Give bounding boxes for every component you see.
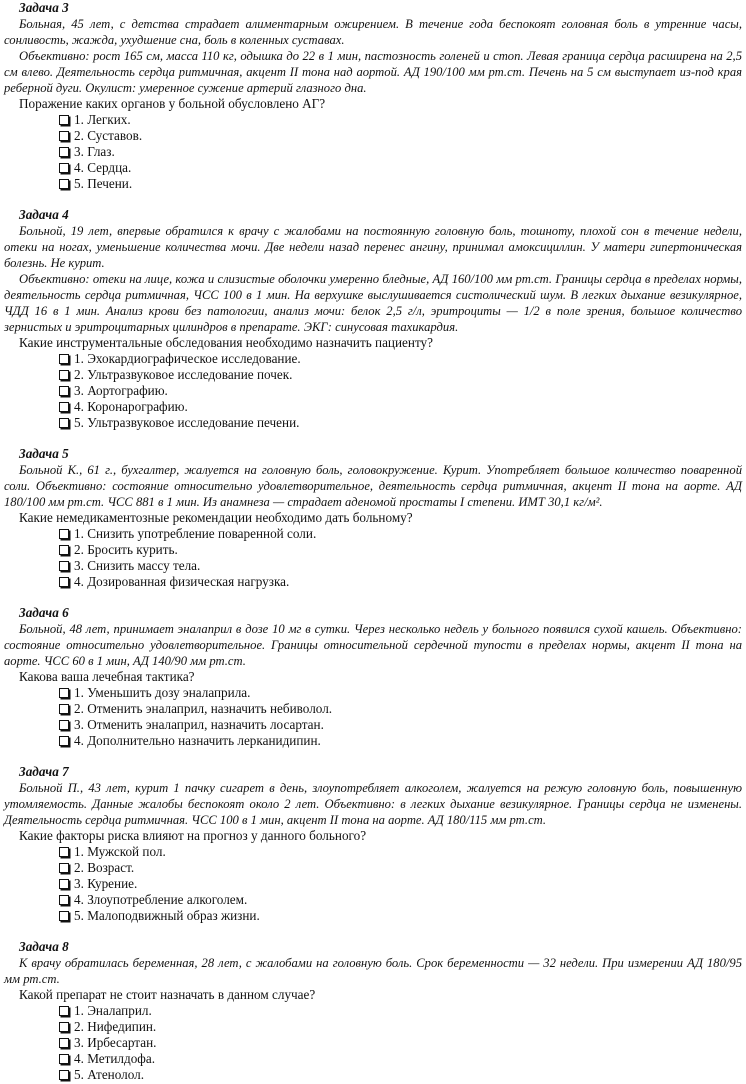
answer-option bbox=[59, 558, 742, 574]
task-title: Задача 3 bbox=[19, 0, 69, 15]
case-description: Больной П., 43 лет, курит 1 пачку сигарет в день, злоупотребляет алкоголем, жалуется на режую головную боль, повышенную утомляемость. Данные жалобы беспокоят около 2 лет. Объективно: в легких дыхание везикулярное. Границы сердца не изменены. Деятельность сердца ритмичная. ЧСС 100 в 1 мин, акцент II тона на аорте. АД 180/115 мм рт.ст. bbox=[4, 781, 742, 827]
checkbox-icon[interactable] bbox=[59, 720, 69, 730]
answer-option-label: 1. Легких. bbox=[74, 112, 131, 127]
answer-option bbox=[59, 526, 742, 542]
answer-option bbox=[59, 128, 742, 144]
answer-option bbox=[59, 733, 742, 749]
answer-option bbox=[59, 860, 742, 876]
task-block bbox=[4, 764, 742, 924]
answer-option-label: 2. Возраст. bbox=[74, 860, 135, 875]
answer-options bbox=[4, 685, 742, 749]
answer-option-label: 5. Печени. bbox=[74, 176, 133, 191]
answer-options bbox=[4, 1003, 742, 1083]
answer-option-label: 3. Отменить эналаприл, назначить лосартан. bbox=[74, 717, 324, 732]
case-description: Больной, 48 лет, принимает эналаприл в дозе 10 мг в сутки. Через несколько недель у больного появился сухой кашель. Объективно: состояние относительно удовлетворительное. Границы относительной сердечной тупости в пределах нормы, акцент II тона на аорте. ЧСС 60 в 1 мин, АД 140/90 мм рт.ст. bbox=[4, 622, 742, 668]
answer-option bbox=[59, 112, 742, 128]
answer-option-label: 4. Коронарографию. bbox=[74, 399, 188, 414]
checkbox-icon[interactable] bbox=[59, 879, 69, 889]
answer-option-label: 3. Глаз. bbox=[74, 144, 115, 159]
answer-option-label: 2. Бросить курить. bbox=[74, 542, 178, 557]
case-description: Больная, 45 лет, с детства страдает алиментарным ожирением. В течение года беспокоят головная боль в утренние часы, сонливость, жажда, ухудшение сна, боль в коленных суставах. bbox=[4, 17, 742, 47]
case-description: Больной К., 61 г., бухгалтер, жалуется на головную боль, головокружение. Курит. Употребляет большое количество поваренной соли. Объективно: состояние относительно удовлетворительное, деятельность сердца ритмичная, акцент II тона на аорте. АД 180/100 мм рт.ст. ЧСС 881 в 1 мин. Из анамнеза — страдает аденомой простаты I степени. ИМТ 30,1 кг/м². bbox=[4, 463, 742, 509]
answer-option bbox=[59, 876, 742, 892]
task-block bbox=[4, 939, 742, 1083]
answer-option-label: 1. Снизить употребление поваренной соли. bbox=[74, 526, 317, 541]
checkbox-icon[interactable] bbox=[59, 895, 69, 905]
answer-option bbox=[59, 908, 742, 924]
checkbox-icon[interactable] bbox=[59, 370, 69, 380]
checkbox-icon[interactable] bbox=[59, 147, 69, 157]
checkbox-icon[interactable] bbox=[59, 736, 69, 746]
answer-option bbox=[59, 1019, 742, 1035]
answer-option-label: 1. Эхокардиографическое исследование. bbox=[74, 351, 301, 366]
case-description: К врачу обратилась беременная, 28 лет, с жалобами на головную боль. Срок беременности — 32 недели. При измерении АД 180/95 мм рт.ст. bbox=[4, 956, 742, 986]
case-description: Больной, 19 лет, впервые обратился к врачу с жалобами на постоянную головную боль, тошноту, плохой сон в течение недели, отеки на ногах, уменьшение количества мочи. Две недели назад перенес ангину, принимал амоксициллин. У матери гипертоническая болезнь. Не курит. bbox=[4, 224, 742, 270]
checkbox-icon[interactable] bbox=[59, 688, 69, 698]
task-question: Какие факторы риска влияют на прогноз у данного больного? bbox=[19, 828, 367, 843]
answer-option bbox=[59, 542, 742, 558]
answer-option-label: 3. Курение. bbox=[74, 876, 138, 891]
checkbox-icon[interactable] bbox=[59, 179, 69, 189]
answer-options bbox=[4, 526, 742, 590]
answer-option bbox=[59, 399, 742, 415]
answer-option bbox=[59, 367, 742, 383]
checkbox-icon[interactable] bbox=[59, 545, 69, 555]
checkbox-icon[interactable] bbox=[59, 115, 69, 125]
answer-option-label: 3. Снизить массу тела. bbox=[74, 558, 201, 573]
task-title: Задача 7 bbox=[19, 764, 69, 779]
answer-option bbox=[59, 144, 742, 160]
task-title: Задача 4 bbox=[19, 207, 69, 222]
answer-option bbox=[59, 717, 742, 733]
checkbox-icon[interactable] bbox=[59, 561, 69, 571]
answer-option bbox=[59, 685, 742, 701]
answer-option bbox=[59, 1003, 742, 1019]
answer-option-label: 4. Дополнительно назначить лерканидипин. bbox=[74, 733, 321, 748]
task-block bbox=[4, 446, 742, 590]
task-title: Задача 6 bbox=[19, 605, 69, 620]
task-question: Поражение каких органов у больной обусловлено АГ? bbox=[19, 96, 326, 111]
answer-option bbox=[59, 1035, 742, 1051]
answer-option-label: 4. Сердца. bbox=[74, 160, 132, 175]
checkbox-icon[interactable] bbox=[59, 847, 69, 857]
answer-option bbox=[59, 383, 742, 399]
answer-option-label: 1. Мужской пол. bbox=[74, 844, 166, 859]
checkbox-icon[interactable] bbox=[59, 354, 69, 364]
answer-option bbox=[59, 1067, 742, 1083]
answer-option-label: 2. Нифедипин. bbox=[74, 1019, 157, 1034]
answer-option-label: 3. Ирбесартан. bbox=[74, 1035, 157, 1050]
checkbox-icon[interactable] bbox=[59, 704, 69, 714]
checkbox-icon[interactable] bbox=[59, 529, 69, 539]
checkbox-icon[interactable] bbox=[59, 131, 69, 141]
checkbox-icon[interactable] bbox=[59, 418, 69, 428]
task-question: Какие немедикаментозные рекомендации необходимо дать больному? bbox=[19, 510, 413, 525]
case-description: Объективно: отеки на лице, кожа и слизистые оболочки умеренно бледные, АД 160/100 мм рт.ст. Границы сердца в пределах нормы, деятельность сердца ритмичная, ЧСС 100 в 1 мин. На верхушке выслушивается систолический шум. В легких дыхание везикулярное, ЧДД 16 в 1 мин. Анализ крови без патологии, анализ мочи: белок 2,5 г/л, эритроциты — 1/2 в поле зрения, большое количество зернистых и эритроцитарных цилиндров в препарате. ЭКГ: синусовая тахикардия. bbox=[4, 272, 742, 334]
answer-option bbox=[59, 415, 742, 431]
checkbox-icon[interactable] bbox=[59, 1038, 69, 1048]
answer-option bbox=[59, 160, 742, 176]
task-block bbox=[4, 0, 742, 192]
answer-option-label: 3. Аортографию. bbox=[74, 383, 168, 398]
task-title: Задача 5 bbox=[19, 446, 69, 461]
checkbox-icon[interactable] bbox=[59, 163, 69, 173]
answer-option-label: 5. Малоподвижный образ жизни. bbox=[74, 908, 260, 923]
case-description: Объективно: рост 165 см, масса 110 кг, одышка до 22 в 1 мин, пастозность голеней и стоп. Левая граница сердца расширена на 2,5 см влево. Деятельность сердца ритмичная, акцент II тона над аортой. АД 190/100 мм рт.ст. Печень на 5 см выступает из-под края реберной дуги. Окулист: умеренное сужение артерий глазного дна. bbox=[4, 49, 742, 95]
answer-option-label: 2. Отменить эналаприл, назначить небиволол. bbox=[74, 701, 333, 716]
answer-option-label: 2. Суставов. bbox=[74, 128, 143, 143]
answer-option-label: 4. Злоупотребление алкоголем. bbox=[74, 892, 248, 907]
answer-option-label: 2. Ультразвуковое исследование почек. bbox=[74, 367, 293, 382]
answer-option-label: 4. Метилдофа. bbox=[74, 1051, 155, 1066]
answer-option bbox=[59, 574, 742, 590]
task-question: Какой препарат не стоит назначать в данном случае? bbox=[19, 987, 316, 1002]
checkbox-icon[interactable] bbox=[59, 911, 69, 921]
answer-options bbox=[4, 112, 742, 192]
task-question: Какова ваша лечебная тактика? bbox=[19, 669, 195, 684]
answer-option bbox=[59, 176, 742, 192]
answer-option bbox=[59, 701, 742, 717]
task-title: Задача 8 bbox=[19, 939, 69, 954]
answer-option bbox=[59, 844, 742, 860]
answer-option bbox=[59, 1051, 742, 1067]
answer-option-label: 5. Ультразвуковое исследование печени. bbox=[74, 415, 300, 430]
answer-option-label: 5. Атенолол. bbox=[74, 1067, 145, 1082]
checkbox-icon[interactable] bbox=[59, 402, 69, 412]
answer-option-label: 4. Дозированная физическая нагрузка. bbox=[74, 574, 290, 589]
answer-option-label: 1. Уменьшить дозу эналаприла. bbox=[74, 685, 251, 700]
answer-option bbox=[59, 892, 742, 908]
task-list bbox=[4, 0, 742, 1083]
answer-options bbox=[4, 844, 742, 924]
checkbox-icon[interactable] bbox=[59, 863, 69, 873]
answer-options bbox=[4, 351, 742, 431]
task-block bbox=[4, 207, 742, 431]
checkbox-icon[interactable] bbox=[59, 1022, 69, 1032]
answer-option bbox=[59, 351, 742, 367]
checkbox-icon[interactable] bbox=[59, 1054, 69, 1064]
checkbox-icon[interactable] bbox=[59, 386, 69, 396]
answer-option-label: 1. Эналаприл. bbox=[74, 1003, 152, 1018]
task-block bbox=[4, 605, 742, 749]
checkbox-icon[interactable] bbox=[59, 1006, 69, 1016]
checkbox-icon[interactable] bbox=[59, 1070, 69, 1080]
checkbox-icon[interactable] bbox=[59, 577, 69, 587]
task-question: Какие инструментальные обследования необходимо назначить пациенту? bbox=[19, 335, 433, 350]
